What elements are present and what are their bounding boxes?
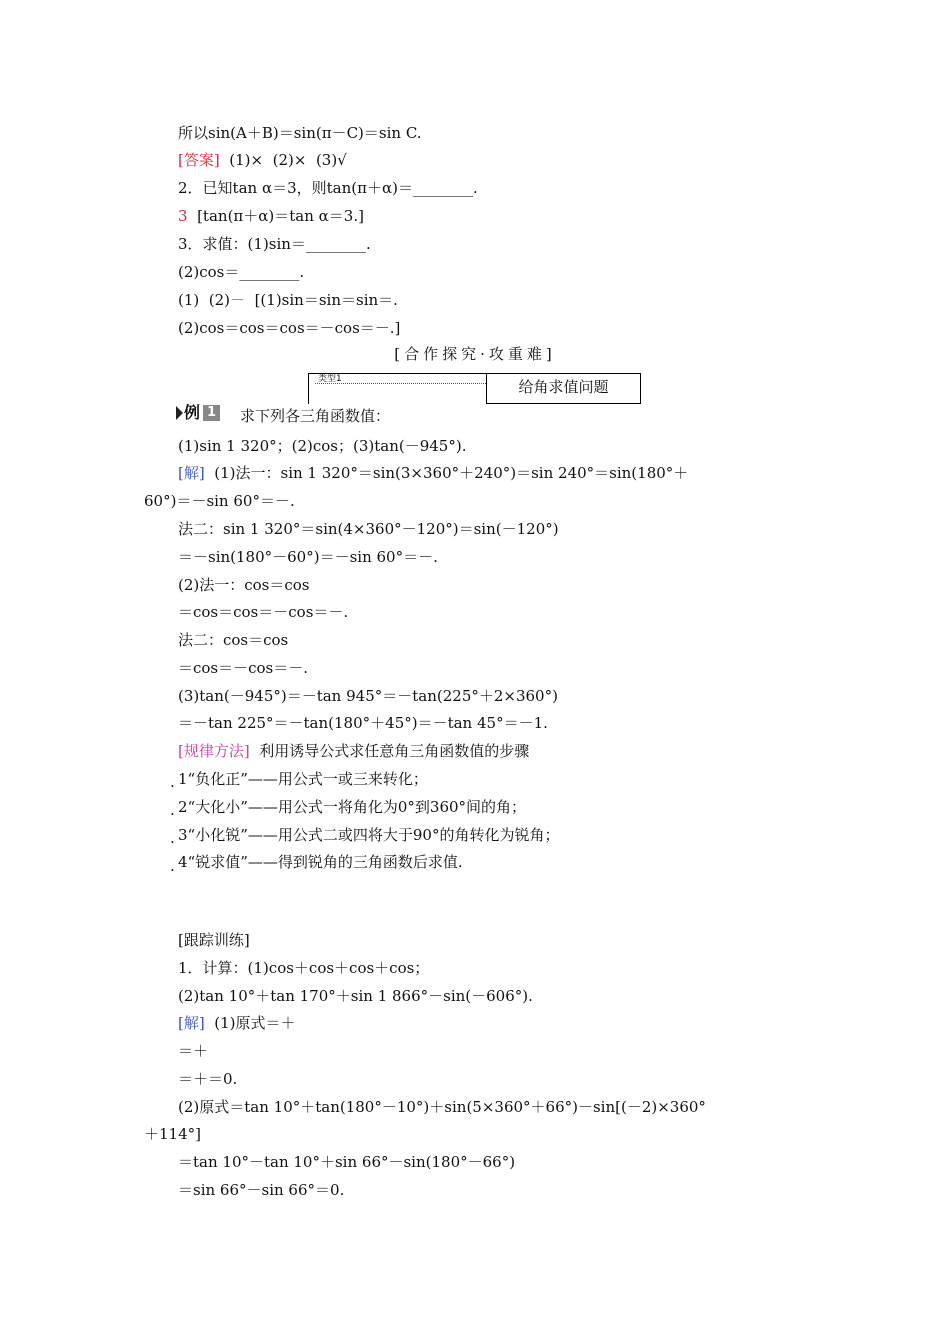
practice-solution-line-3: ＝＋＝0. — [178, 1070, 238, 1088]
question-2-answer — [178, 206, 364, 226]
method-line — [178, 741, 529, 761]
example-label: 例 — [184, 403, 201, 422]
solution-tag: [解] — [178, 464, 205, 482]
practice-header: [跟踪训练] — [178, 931, 250, 949]
q2-answer-value: 3 — [178, 207, 188, 225]
type-tag-dotted-rule — [315, 383, 486, 384]
answer-line — [178, 150, 347, 170]
solution-line-10: ＝－tan 225°＝－tan(180°＋45°)＝－tan 45°＝－1. — [178, 714, 548, 732]
question-3-part-2: (2)cos＝________. — [178, 263, 305, 281]
line-conclusion: 所以sin(A＋B)＝sin(π－C)＝sin C. — [178, 124, 422, 142]
example-items: (1)sin 1 320°；(2)cos；(3)tan(－945°). — [178, 437, 467, 455]
type-tag: 类型1 — [318, 374, 342, 384]
solution-line-2: 60°)＝－sin 60°＝－. — [144, 492, 295, 510]
method-title: 利用诱导公式求任意角三角函数值的步骤 — [249, 742, 530, 760]
method-step-4: 4“锐求值”——得到锐角的三角函数后求值. — [178, 853, 463, 871]
solution-line-1 — [178, 463, 688, 483]
solution-line-3: 法二：sin 1 320°＝sin(4×360°－120°)＝sin(－120°) — [178, 520, 559, 538]
question-3-answer — [178, 290, 398, 310]
answer-body: (1)× (2)× (3)√ — [219, 151, 347, 169]
solution-line-8: ＝cos＝－cos＝－. — [178, 659, 309, 677]
method-step-3: 3“小化锐”——用公式二或四将大于90°的角转化为锐角； — [178, 826, 560, 844]
practice-solution-line-5: ＋114°] — [144, 1125, 201, 1143]
method-step-1: 1“负化正”——用公式一或三来转化； — [178, 770, 428, 788]
q3-answer-neg: － — [230, 291, 246, 309]
solution-line-9: (3)tan(－945°)＝－tan 945°＝－tan(225°＋2×360°) — [178, 687, 558, 705]
solution-line-4: ＝－sin(180°－60°)＝－sin 60°＝－. — [178, 548, 438, 566]
solution-line-6: ＝cos＝cos＝－cos＝－. — [178, 603, 349, 621]
type-box — [308, 373, 641, 404]
bullet-dot: . — [170, 857, 175, 875]
question-3-answer-2: (2)cos＝cos＝cos＝－cos＝－.] — [178, 319, 401, 337]
method-tag: [规律方法] — [178, 742, 250, 760]
q2-answer-body: [tan(π＋α)＝tan α＝3.] — [187, 207, 364, 225]
practice-solution-line-1 — [178, 1013, 296, 1033]
triangle-icon — [176, 406, 183, 420]
section-header: [合作探究·攻重难] — [394, 345, 556, 363]
type-tag-box — [308, 373, 486, 404]
practice-solution-line-7: ＝sin 66°－sin 66°＝0. — [178, 1181, 345, 1199]
solution-line-7: 法二：cos＝cos — [178, 631, 289, 649]
example-number: 1 — [203, 405, 220, 421]
q3-answer-a: (1) (2) — [178, 291, 231, 309]
practice-solution-line-4: (2)原式＝tan 10°＋tan(180°－10°)＋sin(5×360°＋66°)－sin[(－2)×360° — [178, 1098, 706, 1116]
method-step-2: 2“大化小”——用公式一将角化为0°到360°间的角； — [178, 798, 527, 816]
question-3: 3．求值：(1)sin＝________. — [178, 235, 371, 253]
practice-solution-line-2: ＝＋ — [178, 1042, 209, 1060]
q3-answer-b: [(1)sin＝sin＝sin＝. — [245, 291, 398, 309]
bullet-dot: . — [170, 801, 175, 819]
practice-question-1: 1．计算：(1)cos＋cos＋cos＋cos； — [178, 959, 430, 977]
practice-solution-text-1: (1)原式＝＋ — [204, 1014, 296, 1032]
solution-text-1: (1)法一：sin 1 320°＝sin(3×360°＋240°)＝sin 240°＝sin(180°＋ — [204, 464, 689, 482]
question-2: 2．已知tan α＝3，则tan(π＋α)＝________. — [178, 179, 478, 197]
practice-question-2: (2)tan 10°＋tan 170°＋sin 1 866°－sin(－606°). — [178, 987, 533, 1005]
practice-solution-tag: [解] — [178, 1014, 205, 1032]
bullet-dot: . — [170, 773, 175, 791]
answer-tag: [答案] — [178, 151, 220, 169]
solution-line-5: (2)法一：cos＝cos — [178, 576, 310, 594]
type-title: 给角求值问题 — [486, 373, 641, 404]
example-prompt: 求下列各三角函数值： — [240, 407, 391, 425]
bullet-dot: . — [170, 829, 175, 847]
example-badge — [176, 403, 226, 423]
practice-solution-line-6: ＝tan 10°－tan 10°＋sin 66°－sin(180°－66°) — [178, 1153, 516, 1171]
